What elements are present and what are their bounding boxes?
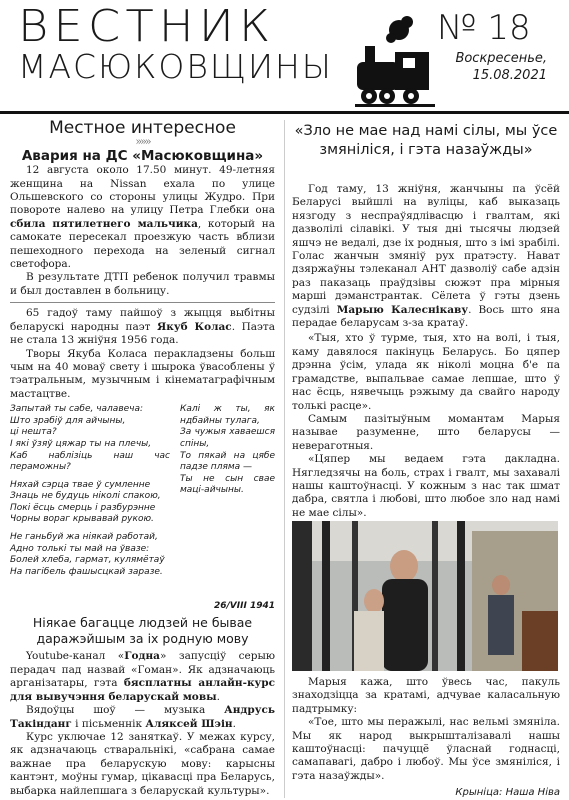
- article1-paragraph-2: В результате ДТП ребенок получил травмы и был доставлен в больницу.: [10, 271, 275, 297]
- poem-signature: 26/VIII 1941: [213, 600, 275, 611]
- masthead-title: ВЕСТНИК: [18, 1, 276, 52]
- quote-2: «Цяпер мы ведаем гэта дакладна. Нягледзячы на боль, страх і гвалт, мы захавалі нашы каштоўнасці. У кожным з нас так шмат дабра, святла і любові, што любое зло над намі не мае сілы».: [292, 453, 560, 519]
- right-paragraph: Год таму, 13 жніўня, жанчыны па ўсёй Беларусі выйшлі на вуліцы, каб выказаць нязгоду з неспраўядлівасцю і гвалтам, які дазволілі сілавікі. У тыя дні тысячы людзей яшчэ не ведалі, дзе іх родныя, што з імі зрабілі. Голас жанчын змяніў рух пратэсту. Нават дзяржаўны тэлеканал АНТ дазволіў сабе адзін раз паказаць праўдзівы сюжэт пра мірныя марші дэманстрантак. Сёлета ў гэты дзень судзілі Марыю Калеснікаву. Вось што яна перадае беларусам з-за кратаў.: [292, 183, 560, 330]
- section-arrows: »»»: [135, 135, 150, 149]
- quote-3: «Тое, што мы перажылі, нас вельмі змяніла. Мы як народ выкрышталізавалі нашы каштоўнасці: пачуццё ўласнай годнасці, самапавагі, дабро і любоў. Мы ўсе змяніліся, і гэта назаўжды».: [292, 716, 560, 782]
- article1-paragraph: 12 августа около 17.50 минут. 49-летняя женщина на Nissan ехала по улице Ольшевского со стороны улицы Жудро. При повороте налево на улицу Петра Глебки она сбила пятилетнего мальчика, который на самокате пересекал проезжую часть вблизи пешеходного перехода на зеленый сигнал светофора.: [10, 164, 275, 271]
- poem-stanza: Няхай сэрца твае ў сумленне Знаць не будуць ніколі спакою, Покі ёсць смерць і разбурэнне Чорны вораг крывавай рукою.: [10, 479, 161, 525]
- article2-paragraph: 65 гадоў таму пайшоў з жыцця выбітны беларускі народны паэт Якуб Колас. Паэта не стала 13 жніўня 1956 года.: [10, 307, 275, 347]
- article3-paragraph: Youtube-канал «Годна» запусціў серыю перадач пад назвай «Гоман». Як адзначаюць арганізатары, гэта бясплатны анлайн-курс для вывучэння беларускай мовы.: [10, 650, 275, 703]
- masthead-rule: [0, 111, 569, 114]
- right-column: [292, 183, 560, 520]
- article3-paragraph-3: Курс уключае 12 заняткаў. У межах курсу, як адзначаюць стваральнікі, «сабрана самае важнае пра беларускую мову: карысны кантэнт, моўны гумар, цікавасці пра Беларусь, выбарка найлепшага з беларускай культуры».: [10, 730, 275, 797]
- article-divider: [10, 302, 275, 303]
- article1-headline: Авария на ДС «Масюковщина»: [21, 147, 264, 164]
- poem-left: [10, 404, 170, 612]
- article3-headline: Ніякае багацце людзей не бывае даражэйшым за іх родную мову: [32, 615, 253, 647]
- left-column: [10, 118, 275, 798]
- right-headline: «Зло не мае над намі сілы, мы ўсе змяніліся, і гэта назаўжды»: [294, 123, 558, 158]
- poem-stanza: Запытай ты сабе, чалавеча: Што зрабіў для айчыны, ці нешта? І які ўзяў цяжар ты на плечы, Каб наблізіць наш час пераможны?: [10, 404, 170, 473]
- poem-right: [180, 404, 275, 612]
- section-title: Местное интересное: [49, 118, 236, 138]
- source-credit: Крыніца: Наша Ніва: [455, 787, 560, 799]
- right-column-bottom: [292, 676, 560, 799]
- right-paragraph-2: Самым пазітыўным момантам Марыя называе разуменне, што беларусы — невераготныя.: [292, 412, 560, 452]
- masthead-subtitle: МАСЮКОВЩИНЫ: [18, 47, 333, 86]
- right-paragraph-3: Марыя кажа, што ўвесь час, пакуль знаходзіцца за кратамі, адчувае каласальную падтрымку:: [292, 676, 560, 715]
- courtroom-photo: [292, 521, 558, 671]
- issue-date-value: 15.08.2021: [472, 68, 547, 83]
- column-divider: [284, 120, 285, 798]
- poem-stanza: Не ганьбуй жа ніякай работай, Адно толькі ты май на ўвазе: Болей хлеба, гармат, кулямётаў На пагібель фашысцкай заразе.: [10, 532, 165, 577]
- quote: «Тыя, хто ў турме, тыя, хто на волі, і тыя, каму давялося пакінуць Беларусь. Бо цяпер дрэнна ўсім, улада як ніколі моцна б'е па грамадстве, выпальвае самае лепшае, што ў нас ёсць, нявечыць рэжыму да свайго народу толькі расце».: [292, 332, 560, 412]
- issue-day: Воскресенье,: [455, 51, 547, 66]
- issue-number: № 18: [437, 8, 531, 48]
- poem-block: [10, 404, 275, 612]
- poem-stanza: Калі ж ты, як ндбайны тулага, За чужыя хаваешся спіны, То пякай на цябе падзе пляма — Ты не сын свае маці-айчыны.: [180, 404, 275, 496]
- article2-paragraph-2: Творы Якуба Коласа перакладзены больш чым на 40 моваў свету і шырока ўвасоблены ў тэатральным, музычным і кінематаграфічным мастацтве.: [10, 347, 275, 400]
- issue-date: [455, 50, 547, 84]
- article3-paragraph-2: Вядоўцы шоў — музыка Андрусь Такінданг і пісьменнік Аляксей Шэін.: [10, 704, 275, 730]
- locomotive-logo: [355, 12, 435, 108]
